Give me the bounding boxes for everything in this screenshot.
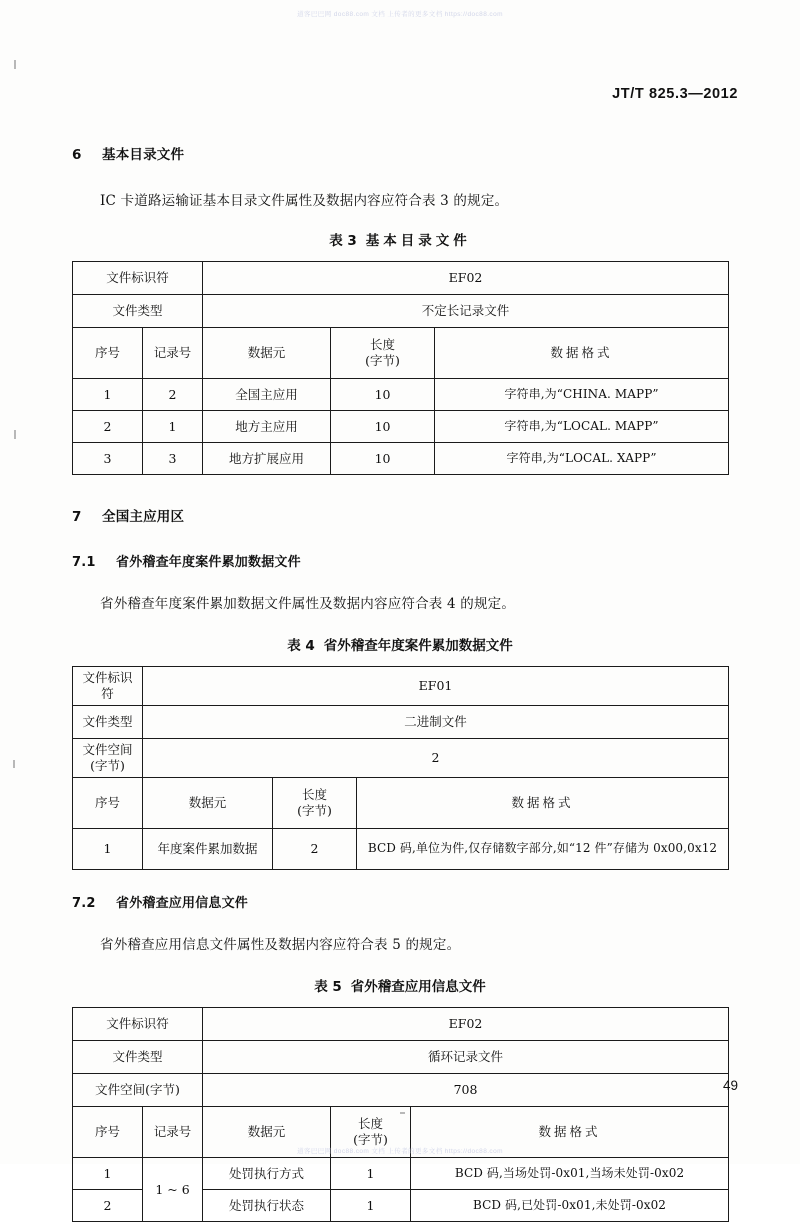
table5-attr-row [73,1008,729,1041]
table5-col-record: 记录号 [143,1107,203,1158]
table4-attr-row [73,739,729,778]
table3-cell-element: 地方扩展应用 [203,443,331,475]
table5-attr-value: 708 [203,1074,729,1107]
section-title-7: 全国主应用区 [102,509,185,525]
table4-col-length-line2: (字节) [297,803,332,818]
table5-caption-label: 表 5 [314,979,342,995]
table-row [73,379,729,411]
table3-cell-seq: 1 [73,379,143,411]
table3-caption-label: 表 3 [329,233,357,249]
table-row [73,443,729,475]
table4-attr-row [73,706,729,739]
table5-cell-length: 1 [331,1190,411,1222]
scan-speck [14,430,16,439]
table5-cell-element: 处罚执行方式 [203,1158,331,1190]
table4-col-length-line1: 长度 [301,787,327,802]
table3-cell-seq: 2 [73,411,143,443]
table3-attr-value: EF02 [203,262,729,295]
table3-caption [72,229,728,249]
table5-attr-name: 文件空间(字节) [73,1074,203,1107]
table-row [73,1158,729,1190]
table3-attr-row [73,262,729,295]
table4-cell-seq: 1 [73,829,143,870]
table5-attr-name: 文件标识符 [73,1008,203,1041]
table4-col-length [273,778,357,829]
table3-cell-format: 字符串,为“CHINA. MAPP” [435,379,729,411]
section-title-7-2: 省外稽查应用信息文件 [116,896,249,911]
section-title-6: 基本目录文件 [102,147,185,163]
table4-attr-value: EF01 [143,667,729,706]
table4-col-element: 数据元 [143,778,273,829]
table5-col-seq: 序号 [73,1107,143,1158]
section-number-7: 7 [72,509,82,525]
section-number-6: 6 [72,147,82,163]
table3-cell-length: 10 [331,443,435,475]
table5-attr-row [73,1041,729,1074]
table5 [72,1007,729,1222]
table4-caption-label: 表 4 [287,638,315,654]
table3-col-length [331,328,435,379]
table4-caption [72,634,728,654]
table3-col-length-line1: 长度 [370,337,396,352]
table3-cell-record: 1 [143,411,203,443]
table3-col-length-line2: (字节) [365,353,400,368]
table3-cell-length: 10 [331,411,435,443]
table4-attr-value: 二进制文件 [143,706,729,739]
table3-cell-element: 全国主应用 [203,379,331,411]
table3-cell-element: 地方主应用 [203,411,331,443]
table3-col-record: 记录号 [143,328,203,379]
section-7-1-paragraph: 省外稽查年度案件累加数据文件属性及数据内容应符合表 4 的规定。 [100,596,516,612]
document-content [72,143,728,1222]
section-7-2-paragraph: 省外稽查应用信息文件属性及数据内容应符合表 5 的规定。 [100,937,461,953]
table3-attr-name: 文件标识符 [73,262,203,295]
table3-cell-format: 字符串,为“LOCAL. XAPP” [435,443,729,475]
watermark-top: 道客巴巴网 doc88.com 文档 上传者的更多文档 https://doc88.com [297,11,503,18]
table3-col-format: 数据格式 [435,328,729,379]
section-heading-7-2 [72,892,728,911]
table-row [73,829,729,870]
table3-cell-record: 3 [143,443,203,475]
table3-col-seq: 序号 [73,328,143,379]
standard-number-header: JT/T 825.3—2012 [612,86,738,102]
table5-col-length-line2: (字节) [353,1132,388,1147]
section-heading-7 [72,505,728,525]
table3-cell-length: 10 [331,379,435,411]
table4-attr-name: 文件空间(字节) [73,739,143,778]
section-number-7-2: 7.2 [72,896,96,911]
page-number: 49 [722,1078,738,1093]
table5-col-element: 数据元 [203,1107,331,1158]
table5-attr-name: 文件类型 [73,1041,203,1074]
table5-attr-row [73,1074,729,1107]
scan-speck [14,60,16,69]
table5-cell-format: BCD 码,当场处罚-0x01,当场未处罚-0x02 [411,1158,729,1190]
table5-col-format: 数据格式 [411,1107,729,1158]
table3-attr-row [73,295,729,328]
table3-cell-seq: 3 [73,443,143,475]
table4-caption-title: 省外稽查年度案件累加数据文件 [323,638,513,654]
table3-attr-value: 不定长记录文件 [203,295,729,328]
table5-cell-seq: 2 [73,1190,143,1222]
section-heading-6 [72,143,728,163]
table3-col-element: 数据元 [203,328,331,379]
table4-header-row [73,778,729,829]
table3 [72,261,729,475]
table5-cell-record-range: 1 ~ 6 [143,1158,203,1222]
table4-attr-row [73,667,729,706]
table4-attr-value: 2 [143,739,729,778]
table5-cell-element: 处罚执行状态 [203,1190,331,1222]
table3-attr-name: 文件类型 [73,295,203,328]
table4-attr-name: 文件标识符 [73,667,143,706]
section-6-paragraph: IC 卡道路运输证基本目录文件属性及数据内容应符合表 3 的规定。 [100,193,509,209]
table5-attr-value: 循环记录文件 [203,1041,729,1074]
table5-cell-format: BCD 码,已处罚-0x01,未处罚-0x02 [411,1190,729,1222]
table5-caption [72,975,728,995]
table-row [73,411,729,443]
table4-cell-length: 2 [273,829,357,870]
table4-cell-format: BCD 码,单位为件,仅存储数字部分,如“12 件”存储为 0x00,0x12 [357,829,729,870]
scan-speck [13,760,15,768]
table5-attr-value: EF02 [203,1008,729,1041]
section-heading-7-1 [72,551,728,570]
table3-caption-title: 基本目录文件 [365,233,471,249]
table4 [72,666,729,870]
section-title-7-1: 省外稽查年度案件累加数据文件 [116,555,301,570]
table4-cell-element: 年度案件累加数据 [143,829,273,870]
table5-col-length-line1: 长度 [358,1116,384,1131]
table5-cell-length: 1 [331,1158,411,1190]
table3-header-row [73,328,729,379]
table3-cell-format: 字符串,为“LOCAL. MAPP” [435,411,729,443]
table5-cell-seq: 1 [73,1158,143,1190]
table4-attr-name: 文件类型 [73,706,143,739]
table5-caption-title: 省外稽查应用信息文件 [350,979,486,995]
watermark-bottom: 道客巴巴网 doc88.com 文档 上传者的更多文档 https://doc88.com [297,1148,503,1155]
table4-col-seq: 序号 [73,778,143,829]
table3-cell-record: 2 [143,379,203,411]
section-number-7-1: 7.1 [72,555,96,570]
table4-col-format: 数据格式 [357,778,729,829]
